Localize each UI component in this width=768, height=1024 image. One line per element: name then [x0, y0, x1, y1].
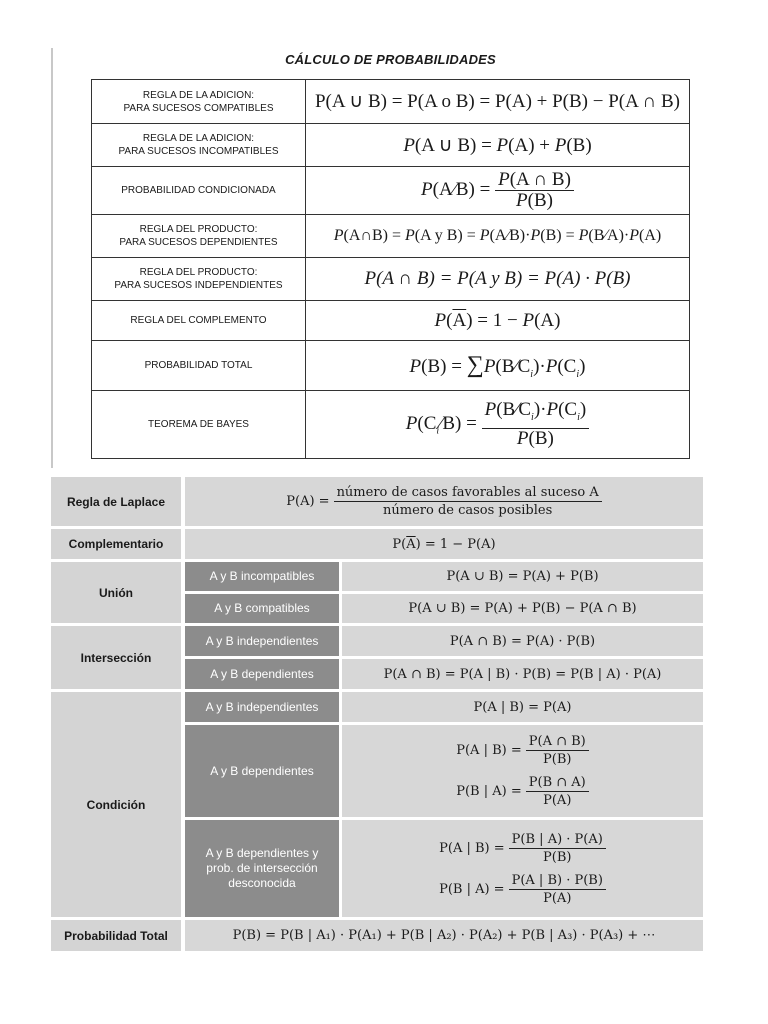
rule-label: REGLA DEL COMPLEMENTO — [92, 301, 306, 341]
formula: P(A | B) = $\frac{P(A \cap B)}{P(B)}$ P(B | A) = $\frac{P(B \cap A)}{P(A)}$ — [342, 725, 703, 820]
rule-formula: P(A ∪ B) = P(A o B) = P(A) + P(B) − P(A ∩ B) — [306, 80, 690, 124]
formula: P(A ∩ B) = P(A) · P(B) — [342, 626, 703, 659]
rule-label: REGLA DEL PRODUCTO: PARA SUCESOS INDEPENDIENTES — [92, 258, 306, 301]
table-row — [51, 477, 703, 529]
rule-label: TEOREMA DE BAYES — [92, 391, 306, 459]
laplace-formula: P(A) = $\frac{\text{número de casos favorables al suceso A}}{\text{número de casos posibles}}$ — [185, 477, 703, 529]
table-row — [92, 341, 690, 391]
table-row — [51, 626, 703, 659]
case-label: A y B dependientes y prob. de intersección desconocida — [185, 820, 342, 920]
row-header: Condición — [51, 692, 185, 920]
margin-line — [51, 48, 53, 468]
table-row — [51, 920, 703, 951]
row-header: Probabilidad Total — [51, 920, 185, 951]
row-header: Complementario — [51, 529, 185, 562]
probability-rules-table — [91, 79, 690, 459]
table-row — [51, 692, 703, 725]
formula: P(A | B) = P(A) — [342, 692, 703, 725]
rule-label: REGLA DEL PRODUCTO: PARA SUCESOS DEPENDIENTES — [92, 215, 306, 258]
case-label: A y B independientes — [185, 626, 342, 659]
rule-label: REGLA DE LA ADICION: PARA SUCESOS COMPATIBLES — [92, 80, 306, 124]
formula: P(A ∪ B) = P(A) + P(B) — [342, 562, 703, 594]
rule-formula: $P(\overline{A}) = 1 - P(A)$ — [306, 301, 690, 341]
case-label: A y B incompatibles — [185, 562, 342, 594]
table-row — [51, 529, 703, 562]
row-header: Unión — [51, 562, 185, 626]
rule-formula: $P(B) = \sum P(B⁄C_i)\cdot P(C_i)$ — [306, 341, 690, 391]
table-row — [51, 562, 703, 594]
rule-label: PROBABILIDAD CONDICIONADA — [92, 167, 306, 215]
rule-formula: P(A∩B) = P(A y B) = P(A⁄B)·P(B) = P(B⁄A)·P(A) — [306, 215, 690, 258]
table-row — [92, 167, 690, 215]
formula: P(A | B) = $\frac{P(B | A) \cdot P(A)}{P(B)}$ P(B | A) = $\frac{P(A | B) \cdot P(B)}{P(A)}$ — [342, 820, 703, 920]
case-label: A y B dependientes — [185, 659, 342, 692]
total-probability-formula: P(B) = P(B | A₁) · P(A₁) + P(B | A₂) · P(A₂) + P(B | A₃) · P(A₃) + ⋯ — [185, 920, 703, 951]
table-row — [92, 258, 690, 301]
probability-summary-table — [51, 477, 703, 951]
formula: P(A ∩ B) = P(A | B) · P(B) = P(B | A) · P(A) — [342, 659, 703, 692]
case-label: A y B compatibles — [185, 594, 342, 626]
table-row — [92, 215, 690, 258]
table-row — [92, 391, 690, 459]
table-row — [92, 80, 690, 124]
rule-label: PROBABILIDAD TOTAL — [92, 341, 306, 391]
rule-formula: P(A⁄B) = $\frac{P(A \cap B)}{P(B)}$ — [306, 167, 690, 215]
table-row — [92, 124, 690, 167]
rule-formula: $P(C_i⁄B)$ = $\frac{P(B⁄C_i)\cdot P(C_i)}{P(B)}$ — [306, 391, 690, 459]
case-label: A y B dependientes — [185, 725, 342, 820]
complement-formula: $P(\overline{A}) = 1 - P(A)$ — [185, 529, 703, 562]
table-row — [92, 301, 690, 341]
formula: P(A ∪ B) = P(A) + P(B) − P(A ∩ B) — [342, 594, 703, 626]
row-header: Regla de Laplace — [51, 477, 185, 529]
row-header: Intersección — [51, 626, 185, 692]
rule-formula: P(A ∪ B) = P(A) + P(B) — [306, 124, 690, 167]
rule-label: REGLA DE LA ADICION: PARA SUCESOS INCOMPATIBLES — [92, 124, 306, 167]
case-label: A y B independientes — [185, 692, 342, 725]
rule-formula: P(A ∩ B) = P(A y B) = P(A) · P(B) — [306, 258, 690, 301]
page-title: CÁLCULO DE PROBABILIDADES — [285, 52, 496, 67]
